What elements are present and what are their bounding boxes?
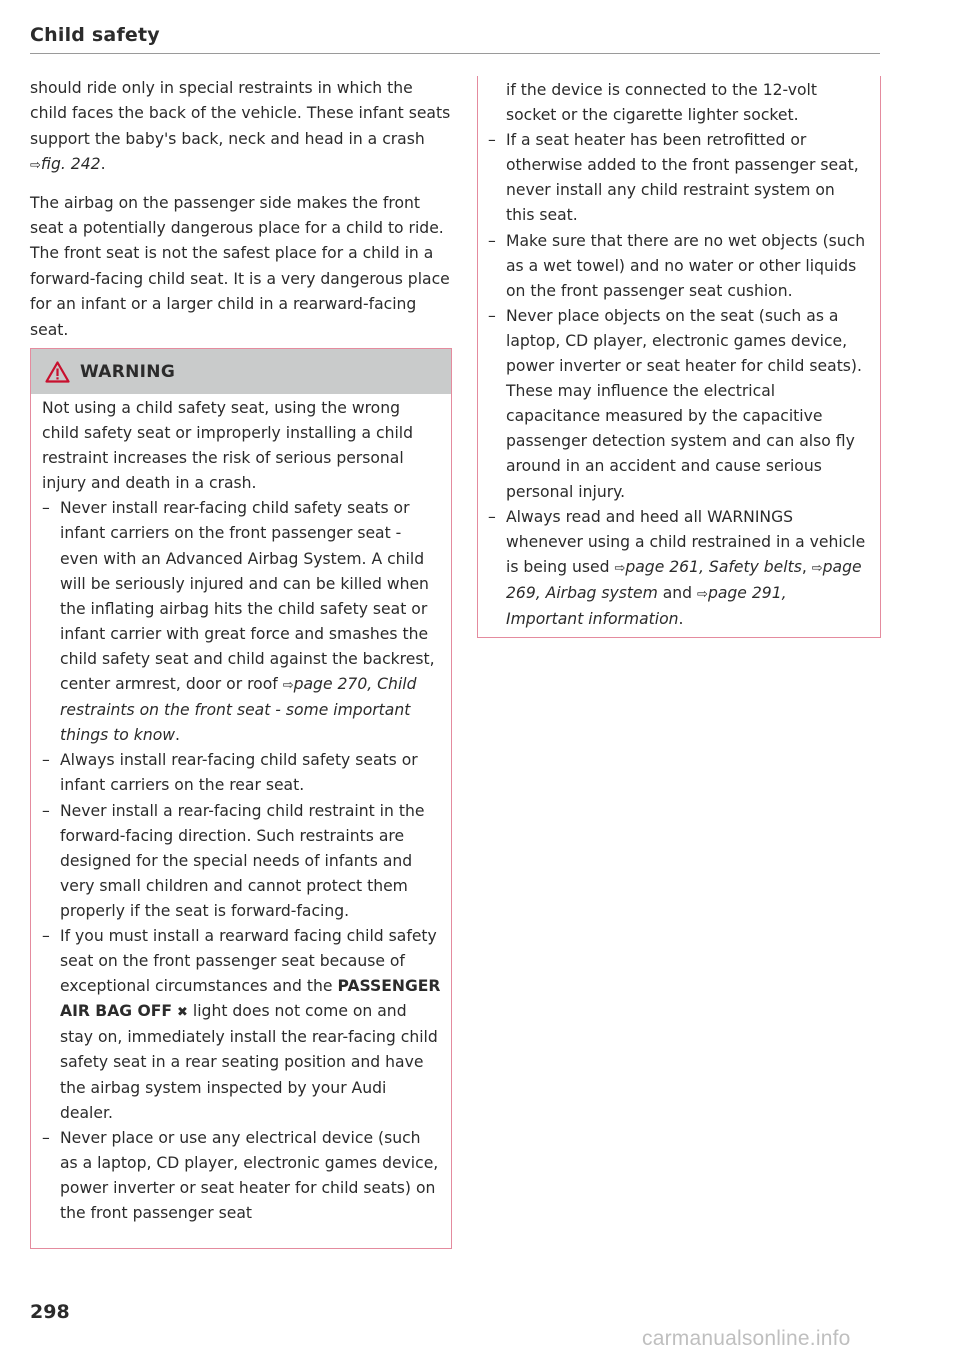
watermark: carmanualsonline.info xyxy=(642,1327,851,1350)
list-item-text: Always read and heed all WARNINGS whenever using a child restrained in a vehicle is being used xyxy=(506,507,866,576)
list-item-text: light does not come on and stay on, immediately install the rear-facing child safety seat in a rear seating position and have the airbag system inspected by your Audi dealer. xyxy=(60,1002,438,1122)
list-item-text: If you must install a rearward facing child safety seat on the front passenger seat because of exceptional circumstances and the xyxy=(60,926,437,996)
cross-reference-arrow-icon: ⇨ xyxy=(614,560,626,576)
warning-box-continued xyxy=(477,76,881,638)
warning-continuation: if the device is connected to the 12-volt socket or the cigarette lighter socket. xyxy=(506,81,817,125)
cross-reference-arrow-icon: ⇨ xyxy=(30,158,41,174)
list-item-tail: . xyxy=(175,726,180,745)
separator-text: , xyxy=(801,557,812,576)
cross-reference-arrow-icon: ⇨ xyxy=(282,678,294,694)
page-reference-link[interactable]: page 261, Safety belts xyxy=(625,557,802,576)
paragraph-infant-restraints xyxy=(30,76,454,179)
warning-box xyxy=(30,348,452,1249)
cross-reference-arrow-icon: ⇨ xyxy=(697,586,708,602)
warning-header xyxy=(31,349,451,394)
warning-body xyxy=(31,394,451,1226)
warning-title: WARNING xyxy=(80,361,176,382)
cross-reference-arrow-icon: ⇨ xyxy=(811,560,823,576)
list-item xyxy=(42,496,441,748)
warning-list xyxy=(42,496,441,1226)
passenger-airbag-off-icon: ✖ xyxy=(177,1005,188,1021)
list-item xyxy=(488,505,868,632)
paragraph-passenger-airbag: The airbag on the passenger side makes the front seat a potentially dangerous place for a child to ride. The front seat is not the safest place for a child in a forward-facing child seat. It is a very dangerous place for an infant or a larger child in a rearward-facing seat. xyxy=(30,193,450,339)
list-item: – Always install rear-facing child safety seats or infant carriers on the rear seat. xyxy=(42,748,441,798)
page-reference-link[interactable]: page 270, Child restraints on the front seat - some important things to know xyxy=(60,675,417,745)
list-item: – Never place or use any electrical device (such as a laptop, CD player, electronic games device, power inverter or seat heater for child seats) on the front passenger seat xyxy=(42,1126,441,1226)
list-item-tail: . xyxy=(678,609,684,628)
indicator-name: PASSENGER AIR BAG OFF xyxy=(60,977,441,1021)
list-item: – Never install a rear-facing child restraint in the forward-facing direction. Such restraints are designed for the special needs of infants and very small children and cannot protect them properly if the seat is forward-facing. xyxy=(42,799,441,924)
page-number: 298 xyxy=(30,1301,70,1323)
list-item: – Make sure that there are no wet objects (such as a wet towel) and no water or other liquids on the front passenger seat cushion. xyxy=(488,229,868,304)
list-item-text: Never install rear-facing child safety seats or infant carriers on the front passenger seat - even with an Advanced Airbag System. A child will be seriously injured and can be killed when the inflating airbag hits the child safety seat or infant carrier with great force and smashes the child safety seat and child against the backrest, center armrest, door or roof xyxy=(60,499,435,694)
page-reference-link[interactable]: page 291, Important information xyxy=(506,583,787,628)
warning-triangle-icon xyxy=(45,361,70,383)
figure-reference-link[interactable]: fig. 242 xyxy=(40,155,101,174)
separator-text: and xyxy=(657,583,698,602)
page-header-title: Child safety xyxy=(30,24,160,46)
page-reference-link[interactable]: page 269, Airbag system xyxy=(506,557,862,602)
left-column xyxy=(30,76,454,355)
paragraph-tail: . xyxy=(100,155,106,174)
header-divider xyxy=(30,53,880,54)
list-item xyxy=(42,924,441,1126)
warning-intro: Not using a child safety seat, using the wrong child safety seat or improperly installing a child restraint increases the risk of serious personal injury and death in a crash. xyxy=(42,399,414,493)
list-item: – Never place objects on the seat (such as a laptop, CD player, electronic games device, power inverter or seat heater for child seats). These may influence the electrical capacitance measured by the capacitive passenger detection system and can also fly around in an accident and cause serious personal injury. xyxy=(488,304,868,505)
list-item: – If a seat heater has been retrofitted or otherwise added to the front passenger seat, never install any child restraint system on this seat. xyxy=(488,128,868,228)
paragraph-text: should ride only in special restraints in which the child faces the back of the vehicle. These infant seats support the baby's back, neck and head in a crash xyxy=(30,79,451,148)
warning-list-continued xyxy=(488,128,868,632)
